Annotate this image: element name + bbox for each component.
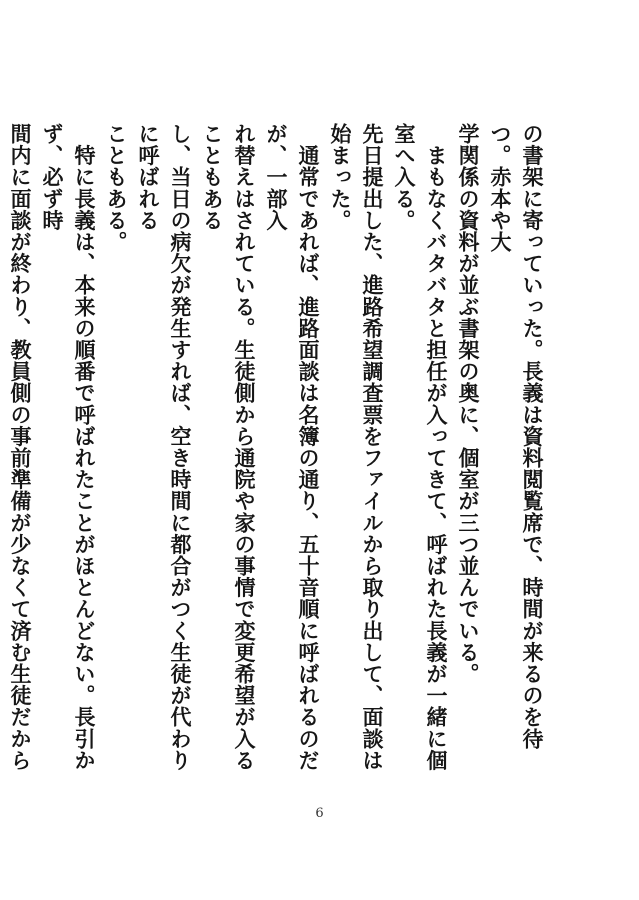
text-line-3: まもなくバタバタと担任が入ってきて、呼ばれた長義が一緒に個室へ入る。 (392, 123, 449, 771)
page-number: 6 (315, 806, 324, 821)
text-line-1: の書架に寄っていった。長義は資料閲覧席で、時間が来るのを待つ。赤本や大 (488, 123, 545, 750)
text-line-7: し、当日の病欠が発生すれば、空き時間に都合がつく生徒が代わりに呼ばれる (136, 123, 193, 771)
text-line-5: 通常であれば、進路面談は名簿の通り、五十音順に呼ばれるのだが、一部入 (264, 123, 321, 771)
text-line-6: れ替えはされている。生徒側から通院や家の事情で変更希望が入ることもある (200, 123, 257, 771)
text-line-10: 間内に面談が終わり、教員側の事前準備が少なくて済む生徒だから (8, 123, 33, 771)
vertical-text-body (8, 123, 548, 783)
text-line-8: こともある。 (104, 123, 129, 253)
text-line-2: 学関係の資料が並ぶ書架の奥に、個室が三つ並んでいる。 (456, 123, 481, 685)
text-line-9: 特に長義は、本来の順番で呼ばれたことがほとんどない。長引かず、必ず時 (40, 123, 97, 771)
text-line-4: 先日提出した、進路希望調査票をファイルから取り出して、面談は始まった。 (328, 123, 385, 771)
